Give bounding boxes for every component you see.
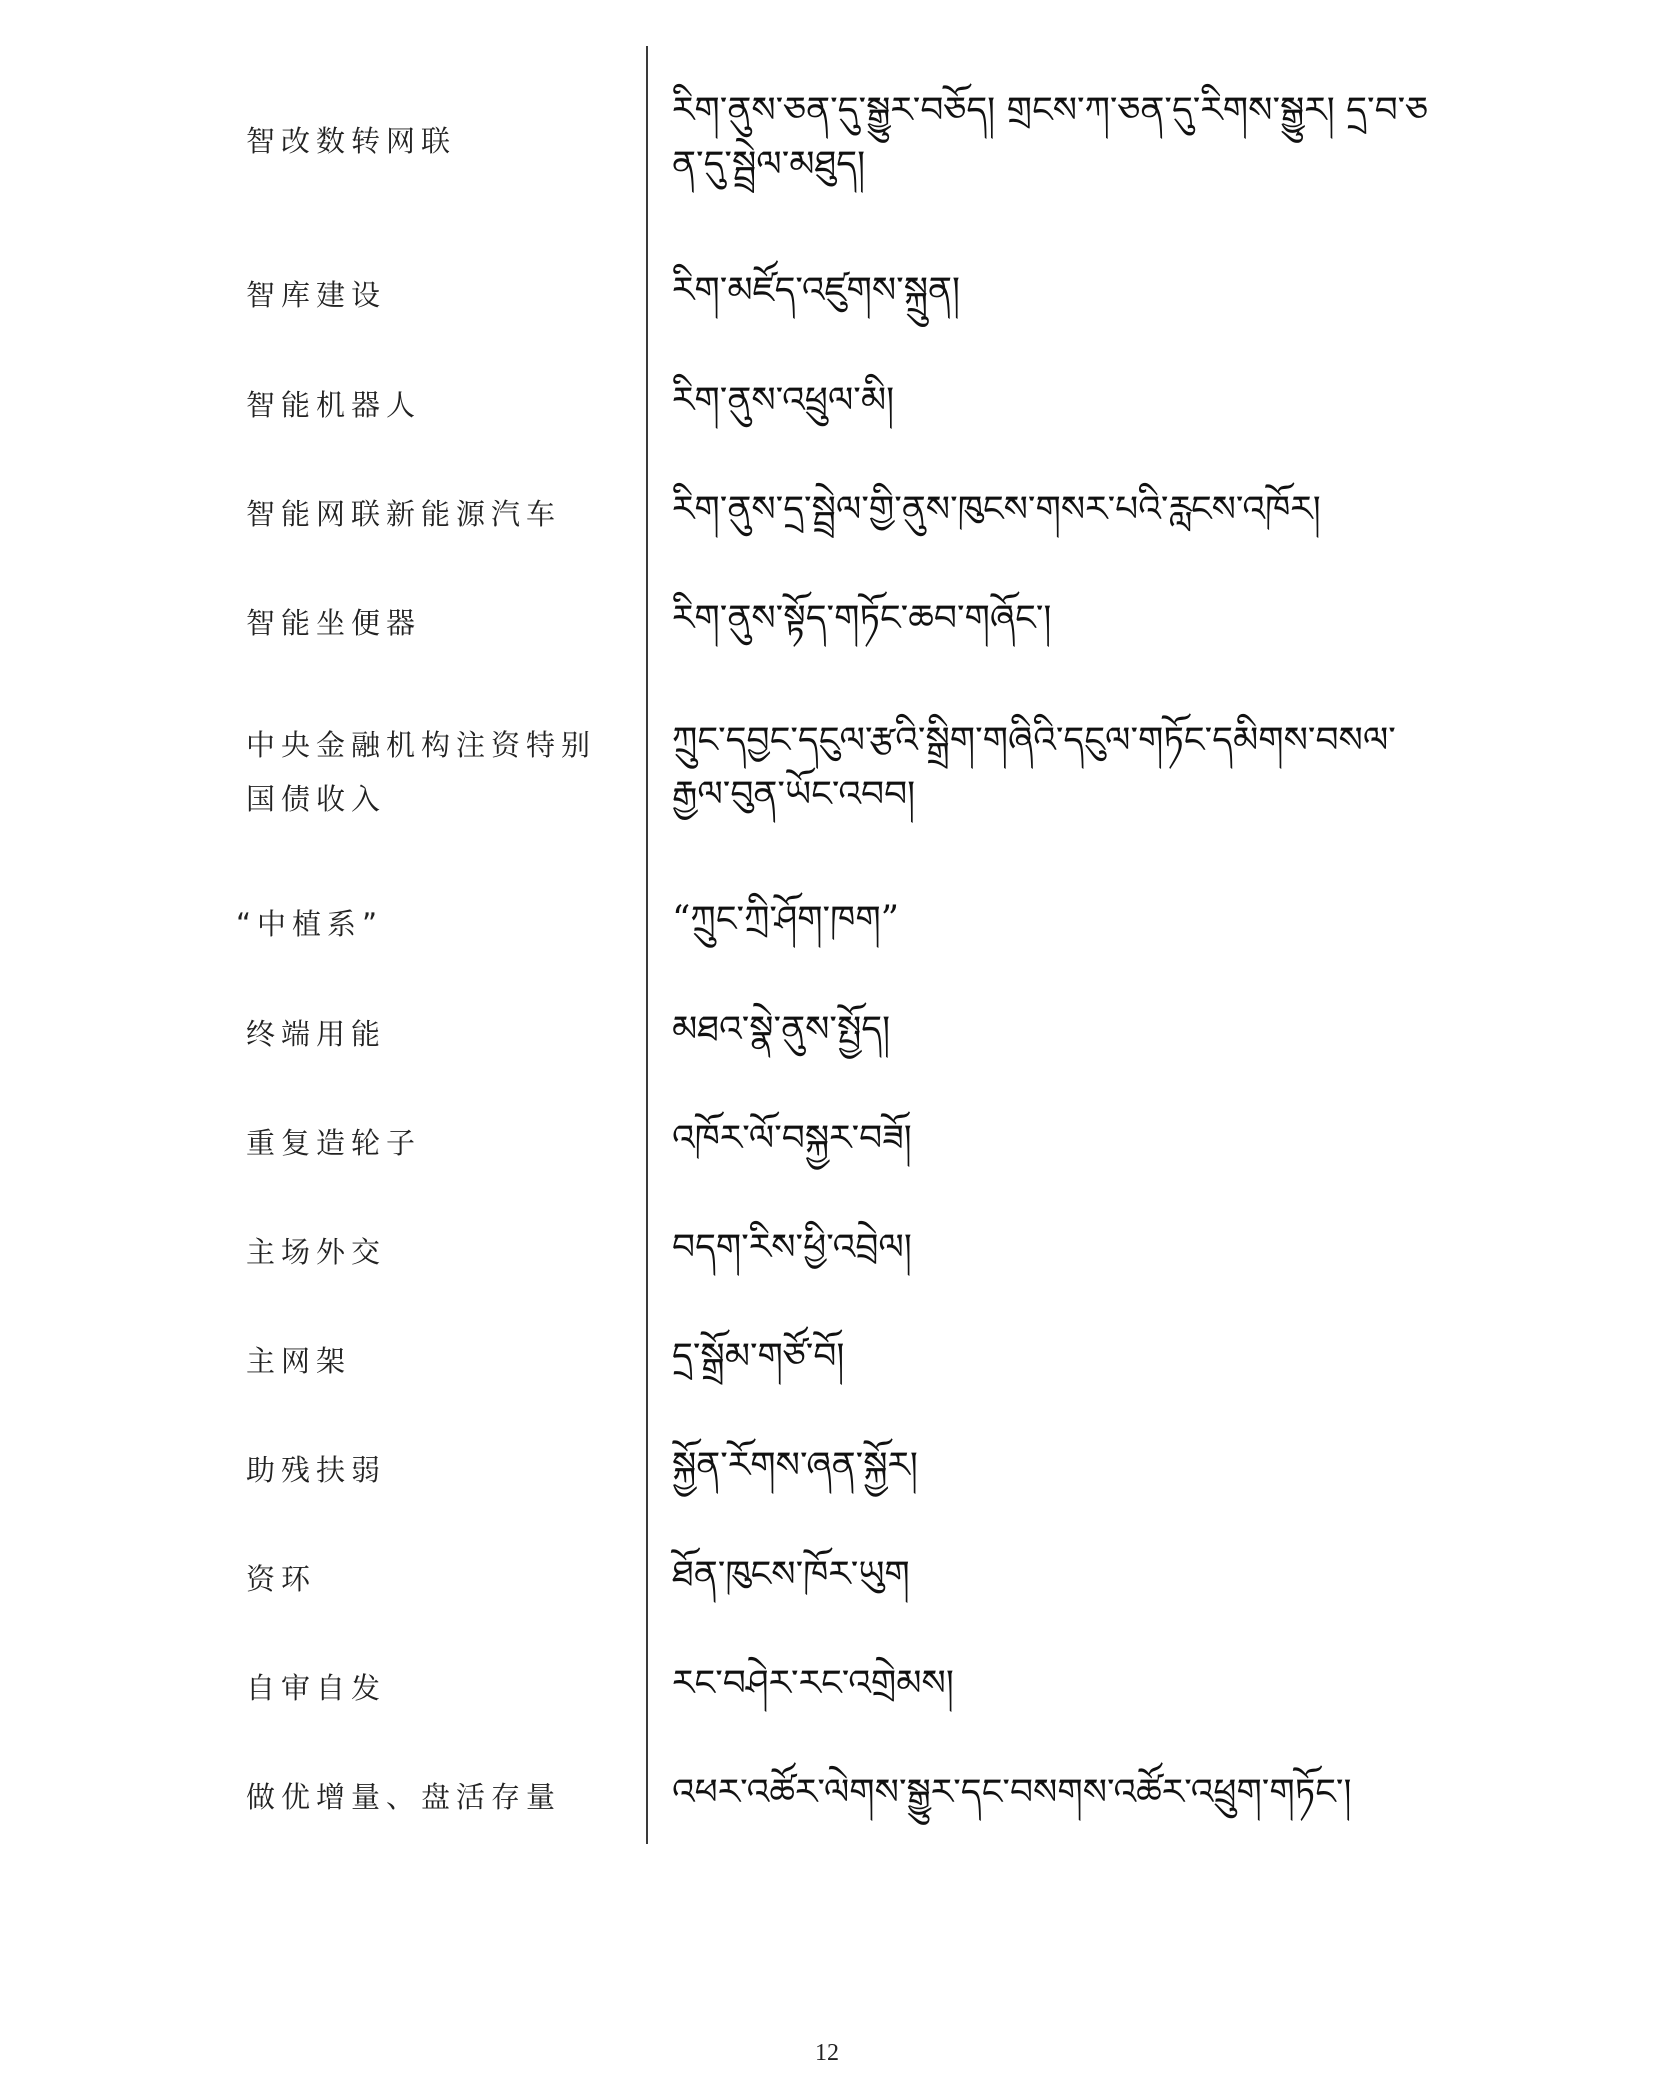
tibetan-term: རང་བཤེར་རང་འགྲེམས།: [672, 1663, 954, 1704]
chinese-term: “中植系”: [236, 907, 384, 941]
tibetan-term: འཁོར་ལོ་བསྐྱར་བཟོ།: [672, 1118, 912, 1159]
chinese-term: 主场外交: [246, 1235, 387, 1269]
chinese-term: 资环: [246, 1562, 317, 1596]
chinese-term: 中央金融机构注资特别国债收入: [246, 728, 597, 816]
tibetan-term: “ཀྲུང་ཀྲི་ཤོག་ཁག”: [672, 899, 900, 940]
column-divider: [646, 46, 648, 1844]
tibetan-term: ཀྲུང་དབྱང་དངུལ་རྩའི་སྒྲིག་གཞིའི་དངུལ་གཏོང་དམིགས་བསལ་རྒྱལ་བུན་ཡོང་འབབ།: [672, 720, 1396, 815]
chinese-term: 智能坐便器: [246, 606, 422, 640]
chinese-term: 智能网联新能源汽车: [246, 497, 562, 531]
chinese-term: 做优增量、盘活存量: [246, 1780, 562, 1814]
chinese-term: 自审自发: [246, 1671, 387, 1705]
tibetan-term: རིག་ནུས་དྲ་སྦྲེལ་གྱི་ནུས་ཁུངས་གསར་པའི་རླངས་འཁོར།: [672, 489, 1321, 530]
tibetan-term: བདག་རིས་ཕྱི་འབྲེལ།: [672, 1227, 912, 1268]
tibetan-term: དྲ་སྒྲོམ་གཙོ་བོ།: [672, 1336, 845, 1377]
chinese-term: 助残扶弱: [246, 1453, 387, 1487]
chinese-term: 智改数转网联: [246, 124, 457, 158]
chinese-term: 主网架: [246, 1344, 352, 1378]
tibetan-term: རིག་ནུས་འཕྲུལ་མི།: [672, 380, 895, 421]
page-number: 12: [815, 2040, 839, 2066]
chinese-term: 终端用能: [246, 1017, 387, 1051]
tibetan-term: མཐའ་སྣེ་ནུས་སྤྱོད།: [672, 1009, 891, 1050]
tibetan-term: ཐོན་ཁུངས་ཁོར་ཡུག: [672, 1554, 910, 1595]
tibetan-term: རིག་ནུས་ཅན་དུ་སྒྱུར་བཅོད། གྲངས་ཀ་ཅན་དུ་རིགས་སྒྱུར། དྲ་བ་ཅན་དུ་སྦྲེལ་མཐུད།: [672, 90, 1429, 185]
tibetan-term: འཕར་འཚོར་ལེགས་སྒྱུར་དང་བསགས་འཚོར་འཕྲུག་གཏོང་།: [672, 1772, 1352, 1813]
chinese-term: 智能机器人: [246, 388, 422, 422]
tibetan-term: སྐྱོན་རོགས་ཞན་སྐྱོར།: [672, 1445, 918, 1486]
tibetan-term: རིག་མཛོད་འཛུགས་སྐྲུན།: [672, 270, 961, 311]
chinese-term: 重复造轮子: [246, 1126, 422, 1160]
tibetan-term: རིག་ནུས་སྟོད་གཏོང་ཆབ་གཞོང་།: [672, 598, 1052, 639]
chinese-term: 智库建设: [246, 278, 387, 312]
